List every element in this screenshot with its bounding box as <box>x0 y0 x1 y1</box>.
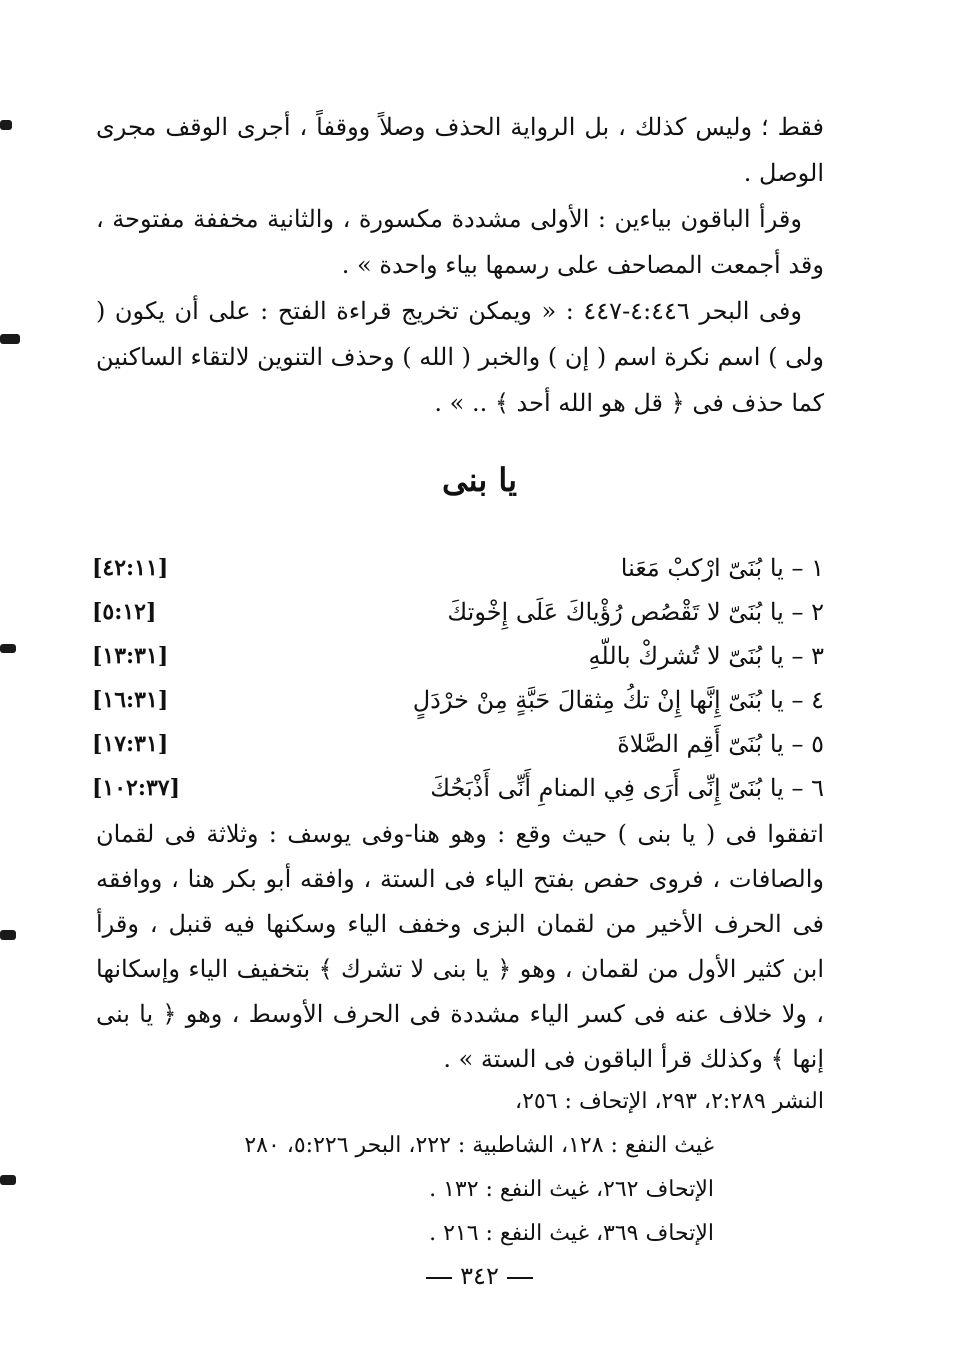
verse-text: ٣ – يا بُنَىّ لا تُشركْ باللّهِ <box>588 642 824 670</box>
page-number <box>0 1262 959 1290</box>
verse-reference: [١٠٢:٣٧] <box>92 775 181 801</box>
dash-left <box>507 1277 533 1279</box>
page-number-value: ٣٤٢ <box>460 1262 499 1290</box>
reference-line: النشر ٢:٢٨٩، ٢٩٣، الإتحاف : ٢٥٦، <box>515 1089 824 1114</box>
top-text-block <box>96 104 824 426</box>
verse-reference: [٥:١٢] <box>92 599 157 625</box>
verse-row <box>88 766 824 810</box>
commentary-block <box>96 812 824 1082</box>
references-block <box>88 1080 824 1256</box>
verse-reference: [١٦:٣١] <box>92 687 169 713</box>
verse-text: ٢ – يا بُنَىّ لا تَقْصُص رُؤْياكَ عَلَى إِخْوتكَ <box>447 598 824 626</box>
binding-mark <box>0 334 20 344</box>
dash-right <box>426 1277 452 1279</box>
paragraph: وفى البحر ٤:٤٤٦-٤٤٧ : « ويمكن تخريج قراءة الفتح : على أن يكون ( ولى ) اسم نكرة اسم ( إن ) والخبر ( الله ) وحذف التنوين لالتقاء الساكنين كما حذف فى ﴿ قل هو الله أحد ﴾ .. » . <box>96 297 824 417</box>
section-title: يا بنى <box>441 461 518 499</box>
reference-line: غيث النفع : ١٢٨، الشاطبية : ٢٢٢، البحر ٥:٢٢٦، ٢٨٠ <box>244 1133 714 1158</box>
verse-row <box>88 722 824 766</box>
verse-text: ٥ – يا بُنَىّ أَقِم الصَّلاةَ <box>617 730 824 758</box>
verse-reference: [٤٢:١١] <box>92 555 169 581</box>
verse-row <box>88 634 824 678</box>
verse-row <box>88 678 824 722</box>
paragraph: وقرأ الباقون بياءين : الأولى مشددة مكسورة ، والثانية مخففة مفتوحة ، وقد أجمعت المصاحف على رسمها بياء واحدة » . <box>96 205 824 279</box>
verse-row <box>88 590 824 634</box>
verse-reference: [١٣:٣١] <box>92 643 169 669</box>
binding-mark <box>0 644 16 653</box>
binding-mark <box>0 930 16 940</box>
reference-line: الإتحاف ٣٦٩، غيث النفع : ٢١٦ . <box>429 1221 714 1246</box>
commentary-paragraph: اتفقوا فى ( يا بنى ) حيث وقع : وهو هنا-وفى يوسف : وثلاثة فى لقمان والصافات ، فروى حفص بفتح الياء فى الستة ، وافقه أبو بكر هنا ، ووافقه فى الحرف الأخير من لقمان البزى وخفف الياء وسكنها فيه قنبل ، وقرأ ابن كثير الأول من لقمان ، وهو ﴿ يا بنى لا تشرك ﴾ بتخفيف الياء وإسكانها ، ولا خلاف عنه فى كسر الياء مشددة فى الحرف الأوسط ، وهو ﴿ يا بنى إنها ﴾ وكذلك قرأ الباقون فى الستة » . <box>96 820 824 1073</box>
binding-mark <box>0 120 12 130</box>
verse-list <box>88 546 824 810</box>
verse-reference: [١٧:٣١] <box>92 731 169 757</box>
verse-text: ٦ – يا بُنَىّ إِنِّى أَرَى فِي المنامِ أَنِّى أَذْبَحُكَ <box>430 774 824 802</box>
verse-row <box>88 546 824 590</box>
verse-text: ٤ – يا بُنَىّ إِنَّها إِنْ تكُ مِثقالَ حَبَّةٍ مِنْ خرْدَلٍ <box>412 686 824 714</box>
reference-line: الإتحاف ٢٦٢، غيث النفع : ١٣٢ . <box>429 1177 714 1202</box>
verse-text: ١ – يا بُنَىّ ارْكبْ مَعَنا <box>620 554 824 582</box>
paragraph: فقط ؛ وليس كذلك ، بل الرواية الحذف وصلاً ووقفاً ، أجرى الوقف مجرى الوصل . <box>96 113 824 187</box>
binding-mark <box>0 1175 16 1185</box>
